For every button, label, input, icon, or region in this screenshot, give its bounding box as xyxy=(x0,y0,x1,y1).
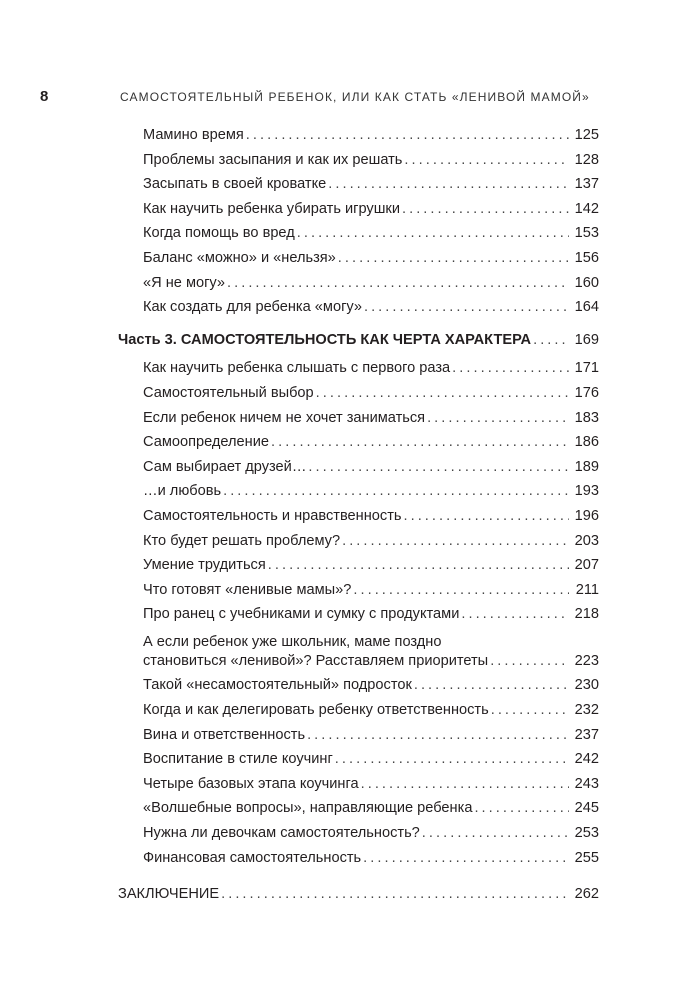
dot-leader xyxy=(461,606,568,622)
toc-entry-page: 245 xyxy=(574,800,599,817)
toc-entry-title: Финансовая самостоятельность xyxy=(143,849,362,866)
dot-leader xyxy=(227,275,569,291)
running-title: САМОСТОЯТЕЛЬНЫЙ РЕБЕНОК, ИЛИ КАК СТАТЬ «ЛЕНИВОЙ МАМОЙ» xyxy=(120,90,590,104)
toc-entry xyxy=(118,201,599,226)
toc-entry-title: Когда помощь во вред xyxy=(143,225,295,242)
toc-entry-page: 232 xyxy=(574,702,599,719)
toc-entry xyxy=(118,410,599,435)
dot-leader xyxy=(422,825,569,841)
toc-entry-title: Как научить ребенка убирать игрушки xyxy=(143,200,400,217)
dot-leader xyxy=(414,677,569,693)
toc-entry xyxy=(118,727,599,752)
toc-entry xyxy=(118,250,599,275)
toc-entry-title: «Волшебные вопросы», направляющие ребенка xyxy=(143,800,473,817)
toc-entry-title: Засыпать в своей кроватке xyxy=(143,176,327,193)
toc-entry-title: Кто будет решать проблему? xyxy=(143,532,341,549)
toc-entry-title: Про ранец с учебниками и сумку с продуктами xyxy=(143,606,460,623)
toc-entry-line-2 xyxy=(143,653,599,678)
toc-entry-title: Такой «несамостоятельный» подросток xyxy=(143,677,412,694)
toc-entry-page: 253 xyxy=(574,825,599,842)
dot-leader xyxy=(338,250,569,266)
toc-entry xyxy=(118,557,599,582)
toc-entry-page: 153 xyxy=(574,225,599,242)
page-number: 8 xyxy=(40,88,49,105)
dot-leader xyxy=(307,727,569,743)
toc-entry-page: 186 xyxy=(574,434,599,451)
toc-entry xyxy=(118,360,599,385)
toc-entry xyxy=(118,299,599,324)
toc-entry-page: 193 xyxy=(574,483,599,500)
toc-entry-title: Как создать для ребенка «могу» xyxy=(143,299,362,316)
toc-entry xyxy=(118,702,599,727)
toc-entry-page: 171 xyxy=(574,360,599,377)
dot-leader xyxy=(490,653,568,669)
toc-entry-page: 218 xyxy=(574,606,599,623)
toc-entry-page: 211 xyxy=(575,581,599,598)
toc-entry xyxy=(118,631,599,678)
toc-entry-title: Нужна ли девочкам самостоятельность? xyxy=(143,825,420,842)
toc-entry-page: 176 xyxy=(574,384,599,401)
toc-entry-title: Что готовят «ленивые мамы»? xyxy=(143,581,352,598)
dot-leader xyxy=(328,176,568,192)
toc-entry-page: 230 xyxy=(574,677,599,694)
toc-entry-title: Когда и как делегировать ребенку ответственность xyxy=(143,702,489,719)
toc-entry-title: Самостоятельность и нравственность xyxy=(143,507,402,524)
dot-leader xyxy=(308,459,568,475)
dot-leader xyxy=(271,434,569,450)
dot-leader xyxy=(223,483,569,499)
toc-entry xyxy=(118,850,599,875)
dot-leader xyxy=(452,360,568,376)
toc-entry-title: Воспитание в стиле коучинг xyxy=(143,751,333,768)
dot-leader xyxy=(404,152,568,168)
toc-entry-title: Как научить ребенка слышать с первого раза xyxy=(143,360,451,377)
toc-entry-page: 203 xyxy=(574,532,599,549)
toc-entry-page: 262 xyxy=(574,886,599,903)
toc-entry-page: 137 xyxy=(574,176,599,193)
toc-entry-title: Если ребенок ничем не хочет заниматься xyxy=(143,409,426,426)
toc-entry xyxy=(118,152,599,177)
dot-leader xyxy=(474,800,568,816)
toc-entry xyxy=(118,825,599,850)
toc-entry xyxy=(118,483,599,508)
toc-entry-title: Баланс «можно» и «нельзя» xyxy=(143,249,336,266)
toc-entry-page: 125 xyxy=(574,127,599,143)
dot-leader xyxy=(491,702,569,718)
toc-entry xyxy=(118,176,599,201)
dot-leader xyxy=(316,385,569,401)
toc-entry-page: 255 xyxy=(574,849,599,866)
toc-entry-page: 196 xyxy=(574,507,599,524)
dot-leader xyxy=(403,508,568,524)
toc-entry-page: 156 xyxy=(574,249,599,266)
toc-entry-title: …и любовь xyxy=(143,483,222,500)
dot-leader xyxy=(353,582,569,598)
toc-entry xyxy=(118,533,599,558)
toc-entry-page: 164 xyxy=(574,299,599,316)
toc-entry-title-line-1: А если ребенок уже школьник, маме поздно xyxy=(143,633,442,650)
dot-leader xyxy=(364,299,569,315)
toc-entry-title-line-2: становиться «ленивой»? Расставляем приоритеты xyxy=(143,652,489,669)
toc-entry xyxy=(118,225,599,250)
dot-leader xyxy=(402,201,569,217)
dot-leader xyxy=(246,127,569,143)
toc-entry-page: 237 xyxy=(574,726,599,743)
toc-entry xyxy=(118,886,599,911)
toc-entry-title: Проблемы засыпания и как их решать xyxy=(143,151,403,168)
toc-entry-page: 183 xyxy=(574,409,599,426)
toc-entry xyxy=(118,434,599,459)
toc-entry-page: 243 xyxy=(574,775,599,792)
toc-entry-page: 223 xyxy=(574,652,599,669)
toc-entry xyxy=(118,508,599,533)
table-of-contents xyxy=(118,127,599,911)
toc-entry xyxy=(118,800,599,825)
toc-entry-title: «Я не могу» xyxy=(143,274,225,291)
toc-entry-page: 128 xyxy=(574,151,599,168)
dot-leader xyxy=(342,533,569,549)
toc-entry-page: 160 xyxy=(574,274,599,291)
toc-entry-title: Самостоятельный выбор xyxy=(143,384,314,401)
toc-entry xyxy=(118,459,599,484)
toc-entry xyxy=(118,776,599,801)
dot-leader xyxy=(335,751,569,767)
toc-entry-page: 189 xyxy=(574,458,599,475)
toc-entry-title: Самоопределение xyxy=(143,434,270,451)
toc-entry-title: Умение трудиться xyxy=(143,557,266,574)
toc-entry-page: 142 xyxy=(574,200,599,217)
toc-entry xyxy=(118,677,599,702)
dot-leader xyxy=(361,776,569,792)
toc-part-heading xyxy=(118,332,599,357)
toc-entry xyxy=(118,275,599,300)
dot-leader xyxy=(533,332,569,348)
toc-entry-title: ЗАКЛЮЧЕНИЕ xyxy=(118,886,220,903)
dot-leader xyxy=(363,850,568,866)
toc-entry xyxy=(118,582,599,607)
toc-entry xyxy=(118,385,599,410)
toc-entry-page: 169 xyxy=(574,331,599,348)
dot-leader xyxy=(221,886,569,902)
toc-entry-page: 242 xyxy=(574,751,599,768)
toc-entry-title: Сам выбирает друзей… xyxy=(143,458,307,475)
toc-entry xyxy=(118,127,599,152)
toc-entry-title: Вина и ответственность xyxy=(143,726,306,743)
toc-entry-title: Четыре базовых этапа коучинга xyxy=(143,775,359,792)
toc-entry-title: Мамино время xyxy=(143,127,244,143)
toc-entry-page: 207 xyxy=(574,557,599,574)
toc-entry-title: Часть 3. САМОСТОЯТЕЛЬНОСТЬ КАК ЧЕРТА ХАРАКТЕРА xyxy=(118,331,532,348)
dot-leader xyxy=(297,225,569,241)
toc-entry xyxy=(118,606,599,631)
dot-leader xyxy=(268,557,569,573)
dot-leader xyxy=(427,410,569,426)
toc-entry xyxy=(118,751,599,776)
